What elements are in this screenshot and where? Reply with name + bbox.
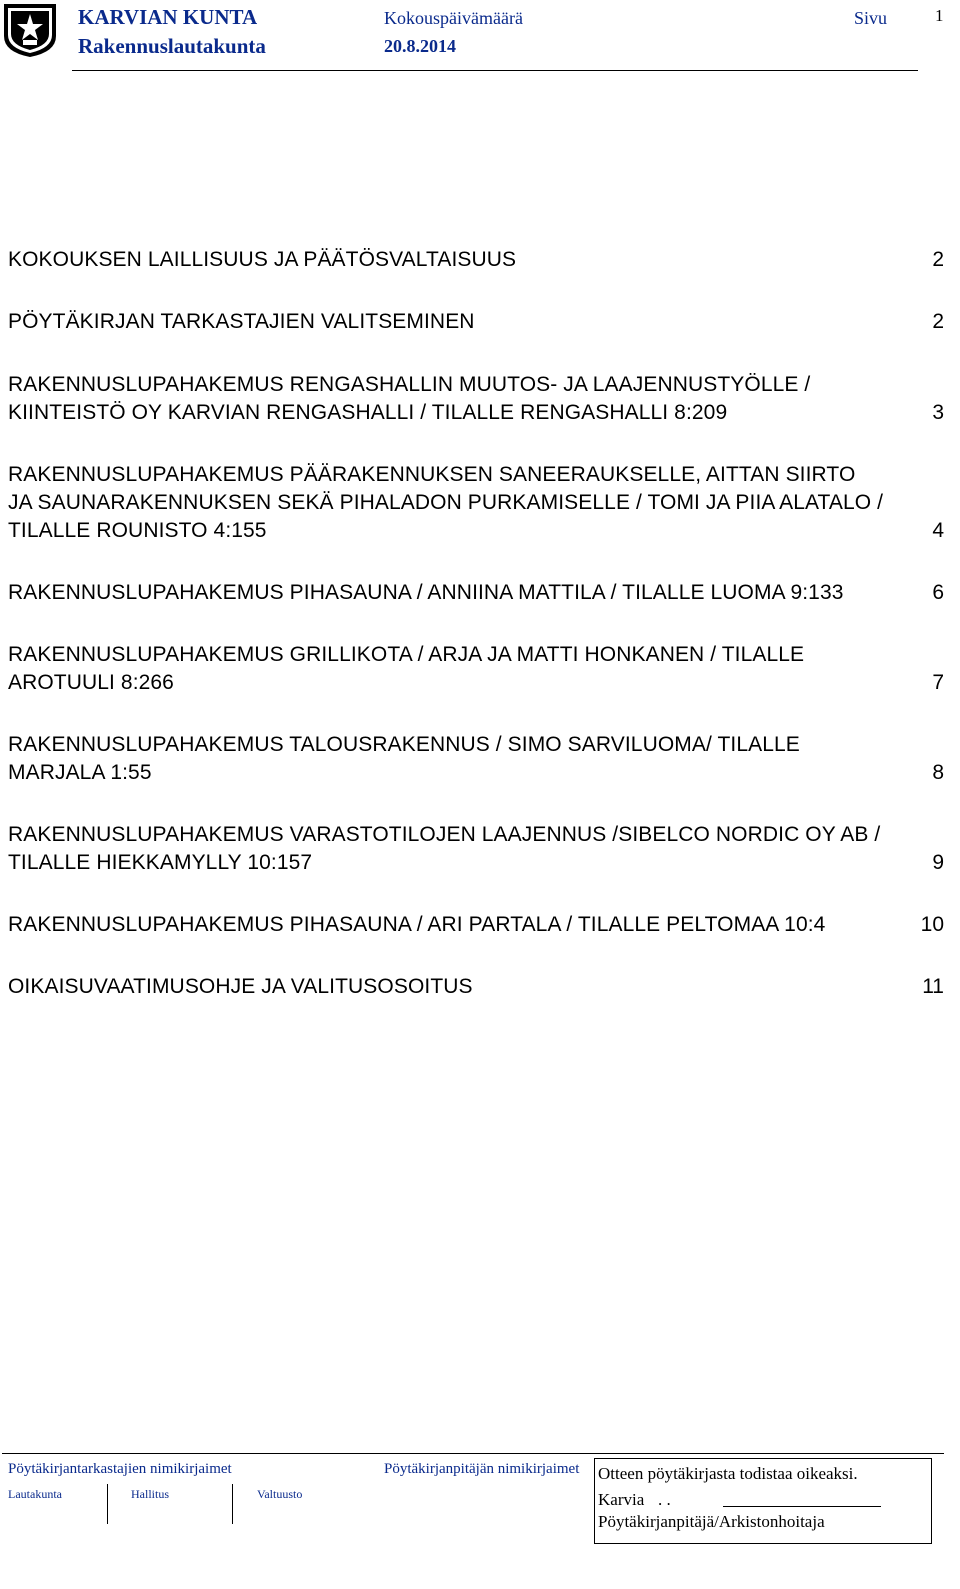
toc-entry-page: 2 [932,310,944,333]
certification-box [594,1458,932,1544]
signature-field-lautakunta: Lautakunta [8,1487,62,1501]
toc-entry-page: 9 [932,851,944,874]
toc-entry [8,641,944,697]
page-label: Sivu [854,8,888,28]
toc-entry-title: RAKENNUSLUPAHAKEMUS PIHASAUNA / ARI PARTALA / TILALLE PELTOMAA 10:4 [8,913,826,936]
certification-date-blank: . . [658,1490,671,1509]
signature-field-hallitus: Hallitus [131,1487,169,1501]
toc-entry-title: RAKENNUSLUPAHAKEMUS GRILLIKOTA / ARJA JA MATTI HONKANEN / TILALLE AROTUULI 8:266 [8,643,805,694]
toc-entry [8,973,944,1001]
toc-entry-title: PÖYTÄKIRJAN TARKASTAJIEN VALITSEMINEN [8,310,475,333]
signature-field-divider [107,1484,108,1524]
toc-entry [8,731,944,787]
toc-entry [8,308,944,336]
page-number: 1 [935,6,944,25]
toc-entry [8,911,944,939]
meeting-date-label: Kokouspäivämäärä [384,8,523,28]
toc-entry-page: 2 [932,248,944,271]
inspectors-initials-label: Pöytäkirjantarkastajien nimikirjaimet [8,1461,232,1477]
certification-signature-line [723,1506,881,1507]
certification-statement: Otteen pöytäkirjasta todistaa oikeaksi. [598,1464,858,1483]
secretary-initials-label: Pöytäkirjanpitäjän nimikirjaimet [384,1461,580,1477]
toc-entry [8,461,944,545]
toc-entry-page: 7 [932,671,944,694]
meeting-date: 20.8.2014 [384,36,456,56]
signature-field-valtuusto: Valtuusto [257,1487,303,1501]
toc-entry-title: RAKENNUSLUPAHAKEMUS PÄÄRAKENNUKSEN SANEERAUKSELLE, AITTAN SIIRTO JA SAUNARAKENNUKSEN SEKÄ PIHALADON PURKAMISELLE / TOMI JA PIIA ALATALO / TILALLE ROUNISTO 4:155 [8,463,884,542]
signature-field-divider [232,1484,233,1524]
toc-entry-page: 4 [932,519,944,542]
municipality-coat-of-arms-logo [2,2,58,58]
toc-entry-title: RAKENNUSLUPAHAKEMUS VARASTOTILOJEN LAAJENNUS /SIBELCO NORDIC OY AB / TILALLE HIEKKAMYLLY 10:157 [8,823,881,874]
footer-divider [2,1453,944,1454]
toc-entry [8,371,944,427]
table-of-contents [8,246,944,1001]
toc-entry [8,246,944,274]
toc-entry-title: RAKENNUSLUPAHAKEMUS TALOUSRAKENNUS / SIMO SARVILUOMA/ TILALLE MARJALA 1:55 [8,733,800,784]
toc-entry-page: 8 [932,761,944,784]
header-divider [72,70,918,71]
toc-entry-page: 11 [922,975,944,998]
certification-place: Karvia [598,1490,645,1509]
toc-entry-page: 6 [932,581,944,604]
toc-entry-title: KOKOUKSEN LAILLISUUS JA PÄÄTÖSVALTAISUUS [8,248,517,271]
toc-entry-title: RAKENNUSLUPAHAKEMUS PIHASAUNA / ANNIINA MATTILA / TILALLE LUOMA 9:133 [8,581,844,604]
toc-entry-page: 3 [932,401,944,424]
organization-unit: Rakennuslautakunta [78,34,266,58]
toc-entry-title: OIKAISUVAATIMUSOHJE JA VALITUSOSOITUS [8,975,473,998]
toc-entry [8,579,944,607]
organization-name: KARVIAN KUNTA [78,5,258,29]
toc-entry [8,821,944,877]
toc-entry-title: RAKENNUSLUPAHAKEMUS RENGASHALLIN MUUTOS- JA LAAJENNUSTYÖLLE / KIINTEISTÖ OY KARVIAN RENGASHALLI / TILALLE RENGASHALLI 8:209 [8,373,811,424]
certification-signer: Pöytäkirjanpitäjä/Arkistonhoitaja [598,1512,825,1531]
toc-entry-page: 10 [920,913,944,936]
